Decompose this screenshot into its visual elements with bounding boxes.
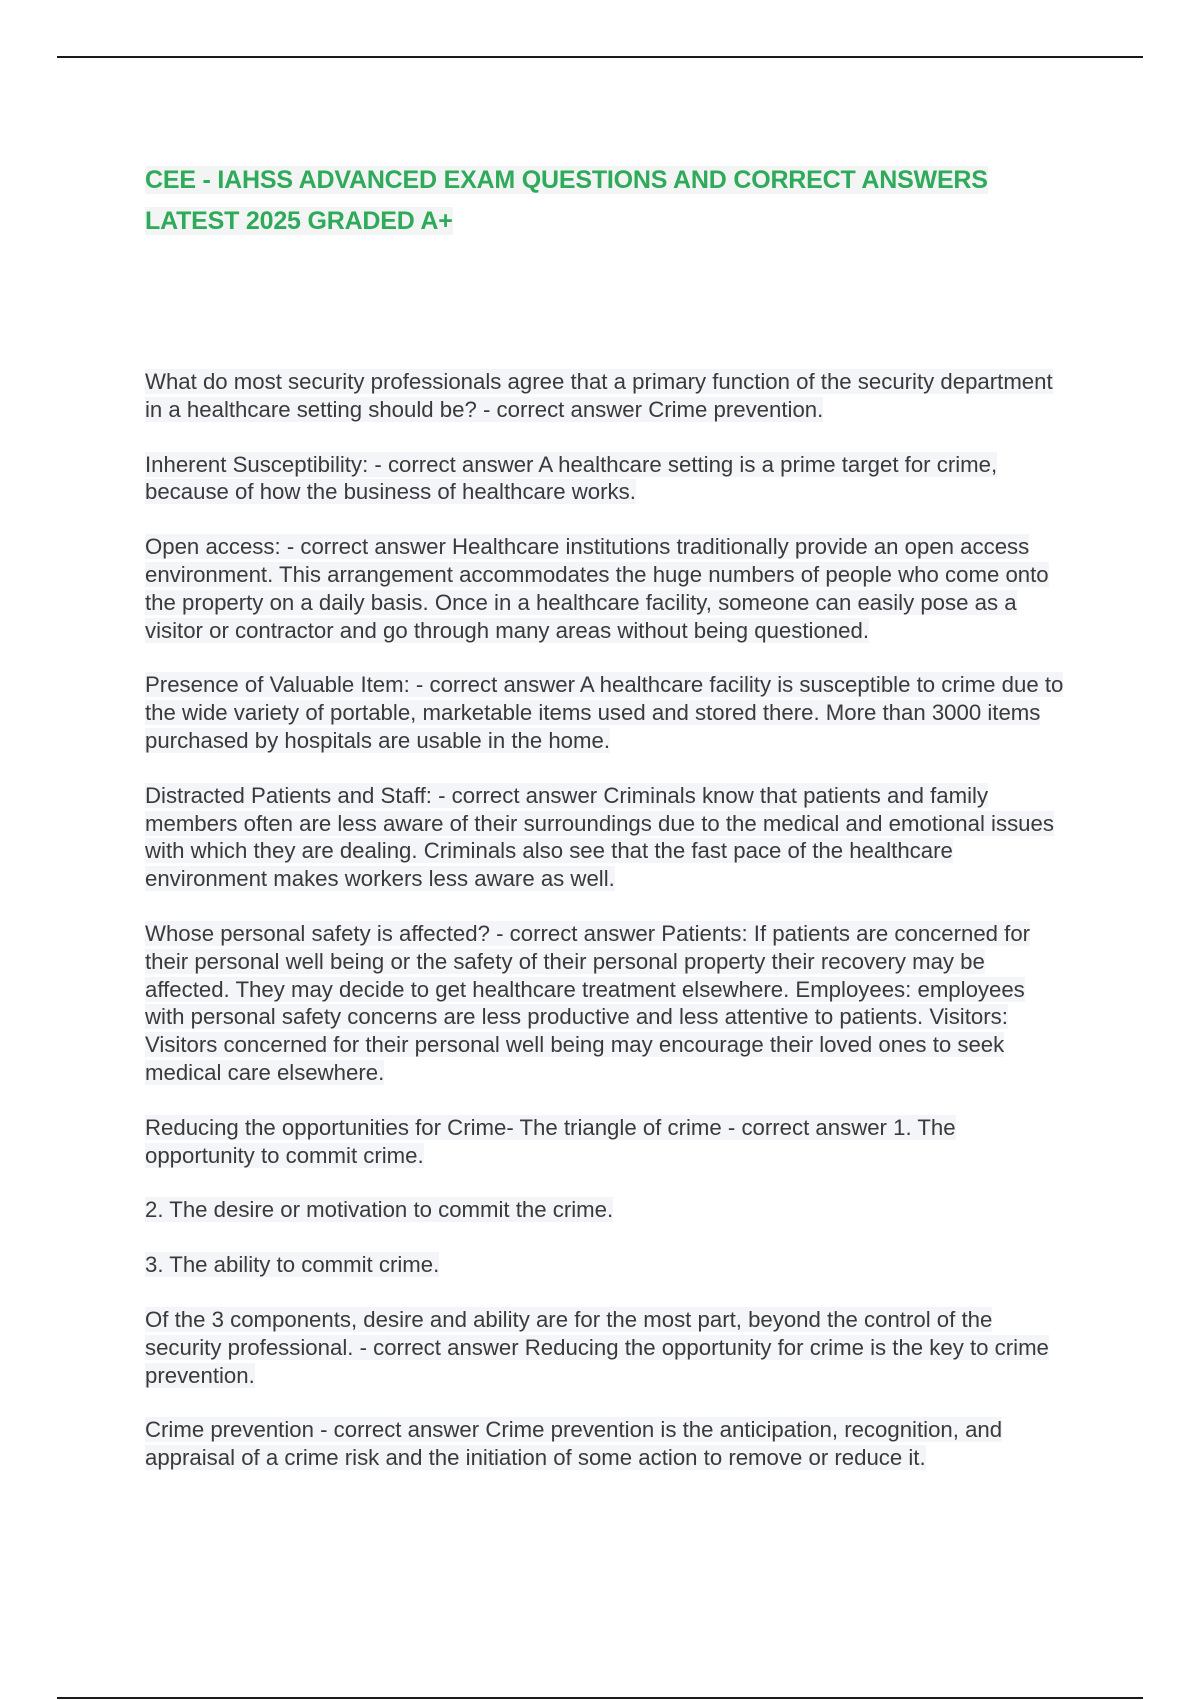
list-item-text: 2. The desire or motivation to commit the crime. (145, 1197, 614, 1223)
qa-paragraph-text: Reducing the opportunities for Crime- The triangle of crime - correct answer 1. The opportunity to commit crime. (145, 1114, 956, 1168)
qa-paragraph-text: Of the 3 components, desire and ability are for the most part, beyond the control of the security professional. - correct answer Reducing the opportunity for crime is the key to crime prevention. (145, 1306, 1049, 1388)
qa-paragraph-text: Distracted Patients and Staff: - correct answer Criminals know that patients and family members often are less aware of their surroundings due to the medical and emotional issues with which they are dealing. Criminals also see that the fast pace of the healthcare environment makes workers less aware as well. (145, 782, 1054, 892)
qa-paragraph (145, 671, 1065, 754)
qa-paragraph (145, 782, 1065, 893)
bottom-rule (57, 1697, 1143, 1699)
qa-paragraph (145, 1416, 1065, 1472)
qa-paragraph (145, 533, 1065, 644)
qa-paragraph-text: Presence of Valuable Item: - correct answer A healthcare facility is susceptible to crime due to the wide variety of portable, marketable items used and stored there. More than 3000 items purchased by hospitals are usable in the home. (145, 672, 1064, 753)
list-item-text: 3. The ability to commit crime. (145, 1252, 440, 1278)
qa-paragraph-text: Whose personal safety is affected? - correct answer Patients: If patients are concerned for their personal well being or the safety of their personal property their recovery may be affected. They may decide to get healthcare treatment elsewhere. Employees: employees with personal safety concerns are less productive and less attentive to patients. Visitors: Visitors concerned for their personal well being may encourage their loved ones to seek medical care elsewhere. (145, 920, 1031, 1085)
list-item (145, 1196, 1065, 1224)
qa-paragraph (145, 1306, 1065, 1389)
top-rule (57, 56, 1143, 58)
qa-paragraph (145, 451, 1065, 507)
qa-paragraph (145, 920, 1065, 1087)
document-body (145, 368, 1065, 1499)
document-title (145, 160, 1045, 242)
qa-paragraph (145, 368, 1065, 424)
qa-paragraph-text: What do most security professionals agree that a primary function of the security department in a healthcare setting should be? - correct answer Crime prevention. (145, 369, 1053, 422)
qa-paragraph-text: Inherent Susceptibility: - correct answer A healthcare setting is a prime target for crime, because of how the business of healthcare works. (145, 451, 998, 505)
document-title-text: CEE - IAHSS ADVANCED EXAM QUESTIONS AND CORRECT ANSWERS LATEST 2025 GRADED A+ (145, 166, 988, 235)
qa-paragraph-text: Open access: - correct answer Healthcare institutions traditionally provide an open access environment. This arrangement accommodates the huge numbers of people who come onto the property on a daily basis. Once in a healthcare facility, someone can easily pose as a visitor or contractor and go through many areas without being questioned. (145, 534, 1049, 643)
qa-paragraph-text: Crime prevention - correct answer Crime prevention is the anticipation, recognition, and appraisal of a crime risk and the initiation of some action to remove or reduce it. (145, 1417, 1003, 1471)
qa-paragraph (145, 1114, 1065, 1170)
list-item (145, 1251, 1065, 1279)
